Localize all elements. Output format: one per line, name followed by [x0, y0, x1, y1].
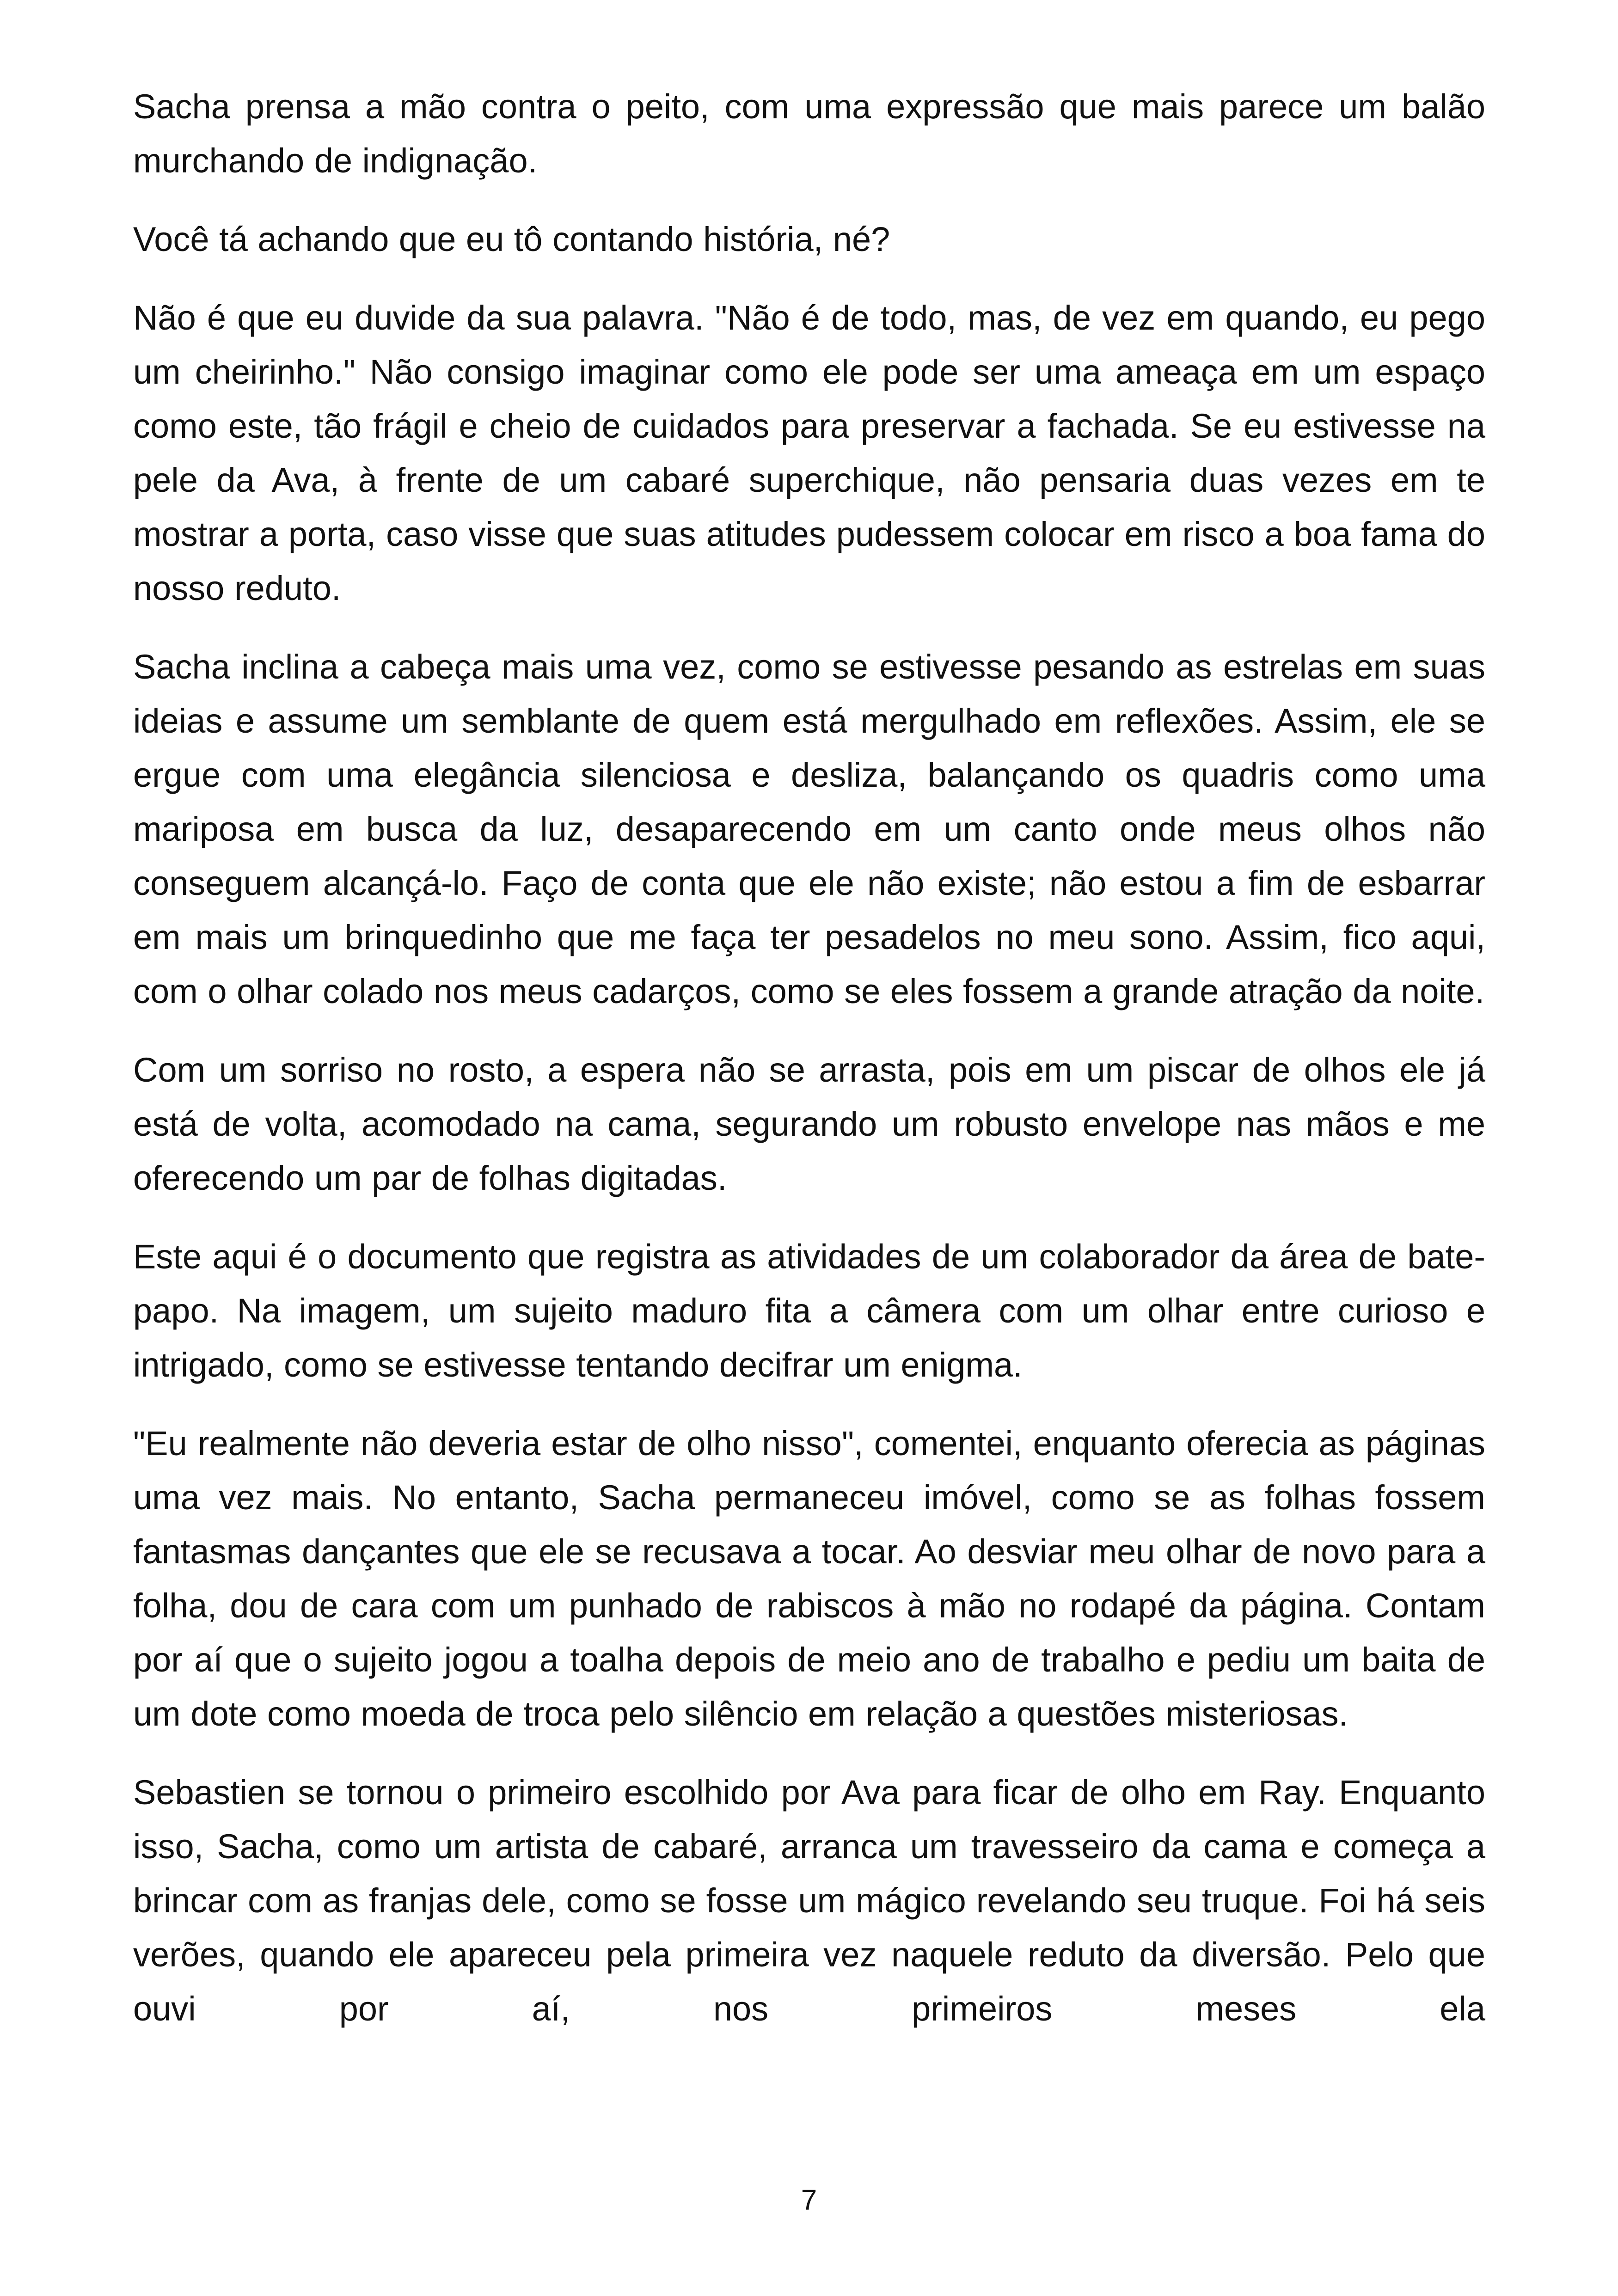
- paragraph-7: "Eu realmente não deveria estar de olho nisso", comentei, enquanto oferecia as páginas uma vez mais. No entanto, Sacha permaneceu imóvel, como se as folhas fossem fantasmas dançantes que ele se recusava a tocar. Ao desviar meu olhar de novo para a folha, dou de cara com um punhado de rabiscos à mão no rodapé da página. Contam por aí que o sujeito jogou a toalha depois de meio ano de trabalho e pediu um baita de um dote como moeda de troca pelo silêncio em relação a questões misteriosas.: [133, 1424, 1485, 1733]
- paragraph-6: Este aqui é o documento que registra as atividades de um colaborador da área de bate-papo. Na imagem, um sujeito maduro fita a câmera com um olhar entre curioso e intrigado, como se estivesse tentando decifrar um enigma.: [133, 1237, 1485, 1384]
- paragraph-5: Com um sorriso no rosto, a espera não se arrasta, pois em um piscar de olhos ele já está de volta, acomodado na cama, segurando um robusto envelope nas mãos e me oferecendo um par de folhas digitadas.: [133, 1051, 1485, 1197]
- paragraph-1: Sacha prensa a mão contra o peito, com uma expressão que mais parece um balão murchando de indignação.: [133, 87, 1485, 180]
- paragraph-4: Sacha inclina a cabeça mais uma vez, como se estivesse pesando as estrelas em suas ideias e assume um semblante de quem está mergulhado em reflexões. Assim, ele se ergue com uma elegância silenciosa e desliza, balançando os quadris como uma mariposa em busca da luz, desaparecendo em um canto onde meus olhos não conseguem alcançá-lo. Faço de conta que ele não existe; não estou a fim de esbarrar em mais um brinquedinho que me faça ter pesadelos no meu sono. Assim, fico aqui, com o olhar colado nos meus cadarços, como se eles fossem a grande atração da noite.: [133, 648, 1485, 1010]
- paragraph-2: Você tá achando que eu tô contando história, né?: [133, 220, 890, 258]
- body-text: [133, 80, 1485, 2060]
- paragraph-3: Não é que eu duvide da sua palavra. "Não é de todo, mas, de vez em quando, eu pego um cheirinho." Não consigo imaginar como ele pode ser uma ameaça em um espaço como este, tão frágil e cheio de cuidados para preservar a fachada. Se eu estivesse na pele da Ava, à frente de um cabaré superchique, não pensaria duas vezes em te mostrar a porta, caso visse que suas atitudes pudessem colocar em risco a boa fama do nosso reduto.: [133, 299, 1485, 607]
- page-number: 7: [801, 2184, 817, 2216]
- paragraph-8: Sebastien se tornou o primeiro escolhido por Ava para ficar de olho em Ray. Enquanto isso, Sacha, como um artista de cabaré, arranca um travesseiro da cama e começa a brincar com as franjas dele, como se fosse um mágico revelando seu truque. Foi há seis verões, quando ele apareceu pela primeira vez naquele reduto da diversão. Pelo que ouvi por aí, nos primeiros meses ela: [133, 1773, 1485, 2028]
